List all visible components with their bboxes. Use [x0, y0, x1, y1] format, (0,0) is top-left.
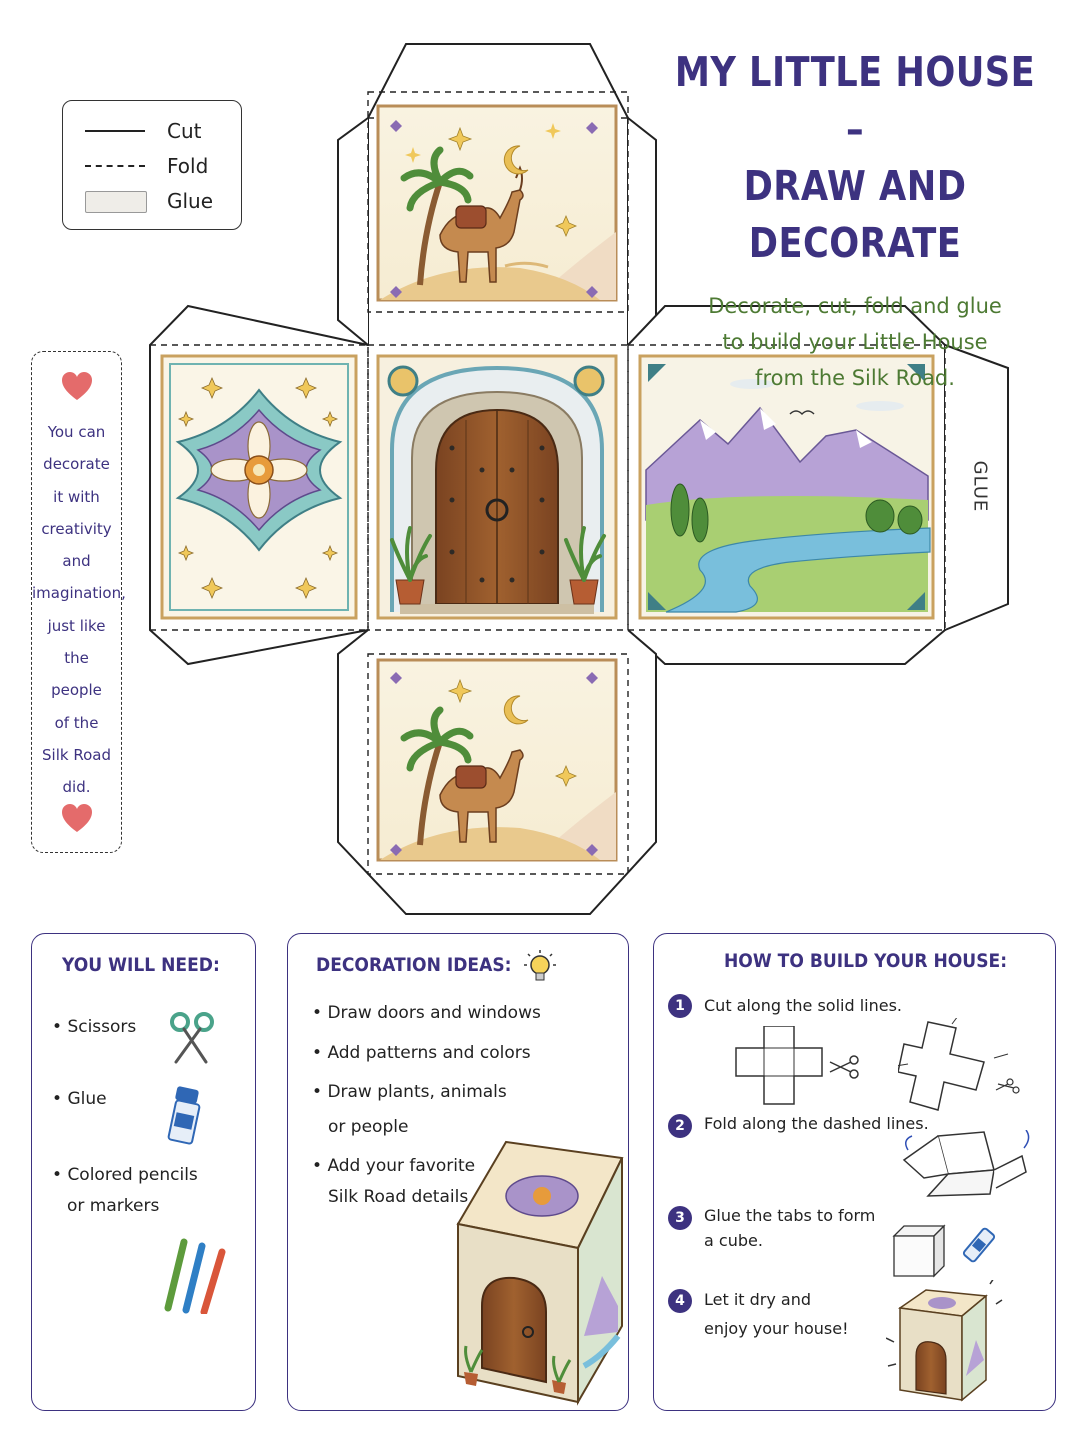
page-title-line2: DRAW AND DECORATE: [743, 162, 967, 267]
glue-stick-icon: [166, 1084, 206, 1148]
legend-glue: [85, 187, 235, 215]
legend-fold-label: Fold: [167, 154, 209, 178]
glue-area-sample: [85, 191, 147, 213]
side-note-line: did.: [62, 778, 91, 797]
panel-decoration-ideas: [287, 933, 629, 1411]
side-note-text: [32, 416, 126, 804]
subtitle: [640, 288, 1070, 396]
title-block: [640, 44, 1070, 396]
side-note-line: decorate: [43, 455, 110, 474]
mandala-illustration: [162, 356, 356, 618]
side-note-line: creativity: [41, 519, 112, 538]
idea-item-label: Add your favorite: [327, 1156, 476, 1176]
step-text: Cut along the solid lines.: [704, 996, 902, 1015]
idea-item-continued: Silk Road details: [328, 1187, 469, 1207]
side-note-line: of the: [54, 713, 99, 732]
panel-how-to-build: [653, 933, 1056, 1411]
step-text: Glue the tabs to form: [704, 1206, 876, 1225]
heart-icon: [60, 802, 94, 836]
dashed-line-sample: [85, 165, 145, 167]
panel-title: HOW TO BUILD YOUR HOUSE:: [724, 950, 1008, 972]
glue-stick-icon: [956, 1224, 1006, 1274]
step-text-continued: a cube.: [704, 1231, 763, 1250]
side-note-line: Silk Road: [42, 745, 111, 764]
side-note-line: just like: [47, 616, 106, 635]
idea-item: • Draw doors and windows: [312, 1003, 541, 1023]
idea-item-label: Draw doors and windows: [327, 1003, 541, 1023]
subtitle-line: to build your Little House: [722, 330, 988, 354]
side-note: [31, 351, 126, 853]
step-text: Let it dry and: [704, 1290, 812, 1309]
step-number-badge: 3: [668, 1206, 692, 1230]
folding-net-diagram: [898, 1130, 1034, 1200]
step-number-badge: 4: [668, 1289, 692, 1313]
finished-house-illustration: [886, 1280, 1006, 1408]
legend-cut: [85, 117, 235, 145]
door-illustration: [378, 356, 616, 618]
idea-item: • Add patterns and colors: [312, 1043, 531, 1063]
scissors-icon: [828, 1054, 862, 1080]
idea-item-label: Draw plants, animals: [327, 1082, 507, 1102]
need-item: • Scissors: [52, 1017, 137, 1037]
side-note-line: it with: [53, 487, 100, 506]
idea-item-continued: or people: [328, 1117, 409, 1137]
subtitle-line: from the Silk Road.: [755, 366, 955, 390]
idea-item-label: Add patterns and colors: [327, 1043, 531, 1063]
panel-title: YOU WILL NEED:: [62, 954, 220, 976]
need-item-label: Colored pencils: [67, 1165, 198, 1185]
glue-tab-label: [962, 448, 996, 528]
plain-cube-diagram: [890, 1222, 950, 1278]
glue-tab-text: GLUE: [969, 460, 991, 513]
step-number-badge: 2: [668, 1114, 692, 1138]
panel-title: DECORATION IDEAS:: [316, 954, 512, 976]
camel-illustration-top: [378, 106, 616, 300]
camel-illustration-bottom: [378, 660, 616, 860]
step-number-badge: 1: [668, 994, 692, 1018]
legend-box: [62, 100, 242, 230]
legend-glue-label: Glue: [167, 189, 214, 213]
side-note-line: You can: [47, 423, 106, 441]
side-note-line: people: [51, 681, 102, 700]
idea-item: • Draw plants, animals: [312, 1082, 507, 1102]
cut-net-diagram: [898, 1018, 1022, 1114]
decorated-cube-illustration: [452, 1136, 628, 1406]
need-item-continued: or markers: [67, 1196, 160, 1216]
need-item-label: Glue: [67, 1089, 107, 1109]
step-text-continued: enjoy your house!: [704, 1319, 849, 1338]
scissors-icon: [162, 1008, 222, 1068]
lightbulb-icon: [520, 948, 560, 988]
panel-you-will-need: [31, 933, 256, 1411]
legend-cut-label: Cut: [167, 119, 202, 143]
side-note-line: the: [64, 649, 89, 668]
colored-pencils-icon: [158, 1234, 228, 1314]
legend-fold: [85, 152, 235, 180]
need-item: • Colored pencils: [52, 1165, 198, 1185]
step-text: Fold along the dashed lines.: [704, 1114, 929, 1133]
idea-item: • Add your favorite: [312, 1156, 476, 1176]
side-note-line: and: [62, 552, 91, 571]
page-title-line1: MY LITTLE HOUSE –: [674, 48, 1036, 153]
need-item: • Glue: [52, 1089, 107, 1109]
subtitle-line: Decorate, cut, fold and glue: [708, 294, 1002, 318]
heart-icon: [60, 370, 94, 404]
solid-line-sample: [85, 130, 145, 132]
side-note-line: imagination,: [32, 584, 126, 603]
need-item-label: Scissors: [67, 1017, 137, 1037]
